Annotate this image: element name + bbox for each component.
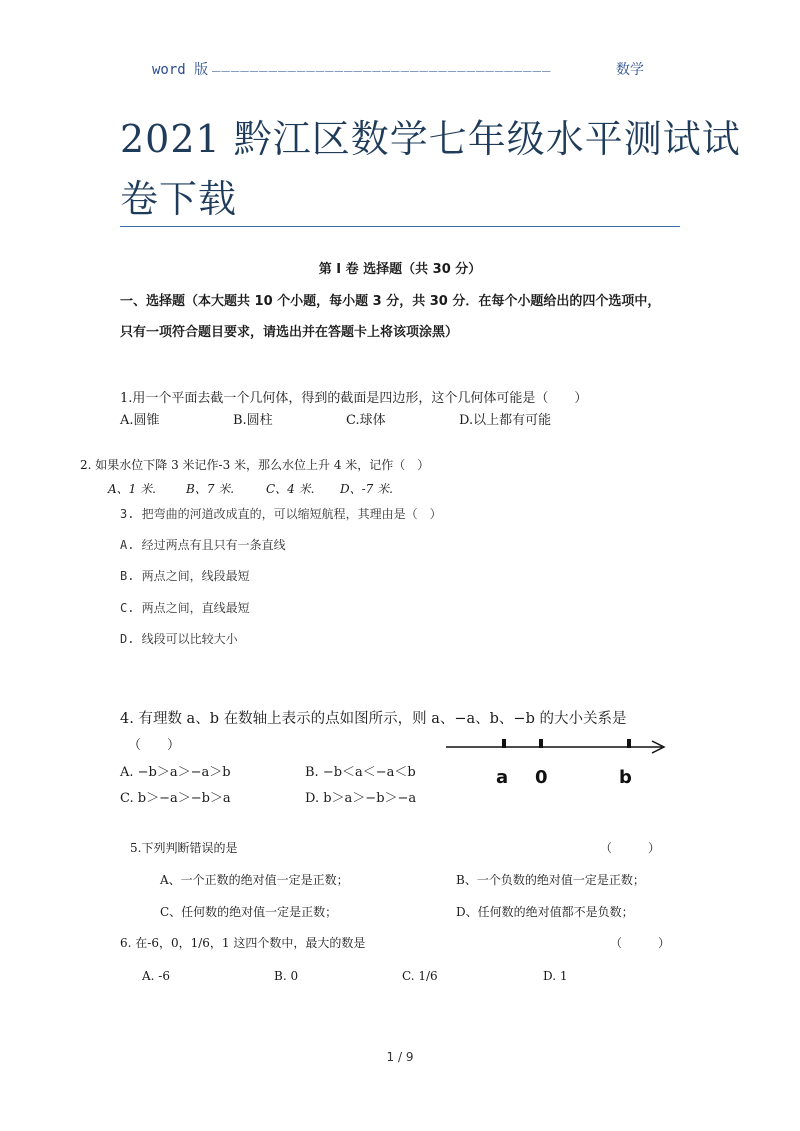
q1-option-d: D.以上都有可能: [459, 413, 552, 428]
q6-stem: 6. 在-6，0，1/6，1 这四个数中，最大的数是: [120, 936, 366, 950]
title-divider: [120, 226, 680, 227]
q6-option-a: A. -6: [142, 969, 170, 983]
q5-option-d: D、任何数的绝对值都不是负数；: [456, 905, 634, 919]
instructions-line2: 只有一项符合题目要求，请选出并在答题卡上将该项涂黑）: [120, 325, 459, 340]
q1-option-a: A.圆锥: [120, 413, 160, 428]
q2-option-d: D、-7 米.: [340, 482, 393, 496]
q1-stem: 1.用一个平面去截一个几何体，得到的截面是四边形，这个几何体可能是（ ）: [120, 391, 588, 406]
header-dashes: ____________________________________: [212, 56, 552, 72]
q4-option-d: D. b＞a＞−b＞−a: [305, 791, 417, 806]
instructions-line1: 一、选择题（本大题共 10 个小题，每小题 3 分，共 30 分．在每个小题给出的四个选项中，: [120, 294, 661, 309]
q1-option-c: C.球体: [346, 413, 386, 428]
q6-option-d: D. 1: [543, 969, 568, 983]
header-left: word 版: [152, 62, 209, 78]
q4-stem: 4. 有理数 a、b 在数轴上表示的点如图所示，则 a、−a、b、−b 的大小关系是: [120, 711, 627, 727]
q5-option-b: B、一个负数的绝对值一定是正数；: [456, 873, 645, 887]
q5-option-a: A、一个正数的绝对值一定是正数；: [160, 873, 349, 887]
q6-option-b: B. 0: [274, 969, 299, 983]
q6-option-c: C. 1/6: [402, 969, 438, 983]
q4-paren: （ ）: [128, 738, 181, 753]
q4-option-a: A. −b＞a＞−a＞b: [120, 765, 231, 780]
q3-option-b: B. 两点之间，线段最短: [120, 569, 250, 583]
section-heading: 第 I 卷 选择题（共 30 分）: [318, 262, 482, 277]
q3-stem: 3. 把弯曲的河道改成直的，可以缩短航程，其理由是（ ）: [120, 507, 442, 521]
tick-b: [627, 739, 631, 748]
q3-option-a: A. 经过两点有且只有一条直线: [120, 538, 286, 552]
number-line-figure: [440, 734, 670, 790]
q2-option-c: C、4 米.: [266, 482, 315, 496]
q3-option-c: C. 两点之间，直线最短: [120, 601, 250, 615]
page-number: 1 / 9: [386, 1050, 414, 1064]
label-0: 0: [535, 767, 548, 788]
page-title-line2: 卷下载: [120, 177, 238, 221]
q4-option-b: B. −b＜a＜−a＜b: [305, 765, 416, 780]
q2-stem: 2. 如果水位下降 3 米记作-3 米，那么水位上升 4 米，记作（ ）: [80, 458, 430, 472]
page-title-line1: 2021 黔江区数学七年级水平测试试: [120, 117, 741, 161]
q6-paren: （ ）: [610, 936, 671, 950]
q5-paren: （ ）: [600, 841, 661, 855]
q5-option-c: C、任何数的绝对值一定是正数；: [160, 905, 338, 919]
header-right: 数学: [616, 62, 644, 78]
tick-0: [539, 739, 543, 748]
q1-option-b: B.圆柱: [233, 413, 273, 428]
label-a: a: [496, 767, 509, 788]
q3-option-d: D. 线段可以比较大小: [120, 632, 238, 646]
label-b: b: [619, 767, 632, 788]
q2-option-b: B、7 米.: [186, 482, 235, 496]
q5-stem: 5.下列判断错误的是: [130, 841, 238, 855]
q2-option-a: A、1 米.: [108, 482, 156, 496]
q4-option-c: C. b＞−a＞−b＞a: [120, 791, 231, 806]
tick-a: [502, 739, 506, 748]
